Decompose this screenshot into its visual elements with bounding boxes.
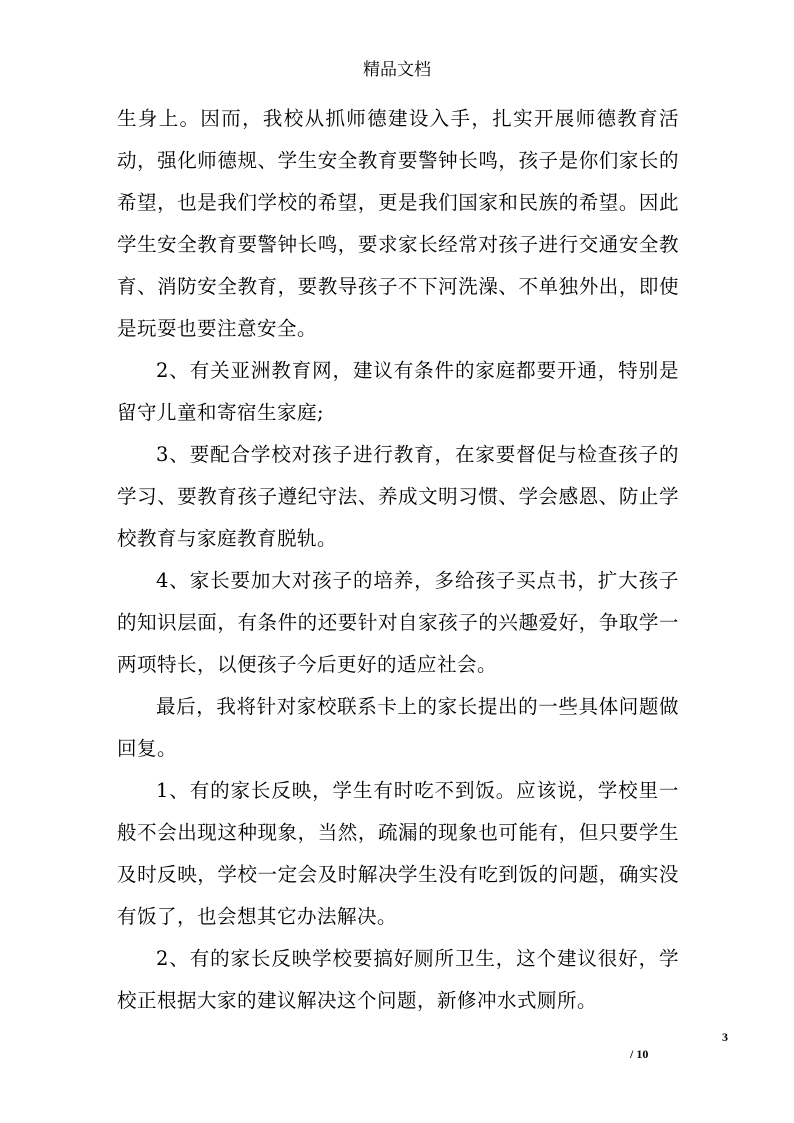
paragraph-item-3-cooperate: 3、要配合学校对孩子进行教育，在家要督促与检查孩子的学习、要教育孩子遵纪守法、养成文明习惯、学会感恩、防止学校教育与家庭教育脱轨。 xyxy=(117,443,679,550)
paragraph-item-4-cultivate: 4、家长要加大对孩子的培养，多给孩子买点书，扩大孩子的知识层面，有条件的还要针对自家孩子的兴趣爱好，争取学一两项特长，以便孩子今后更好的适应社会。 xyxy=(117,569,679,676)
page-number: 3 xyxy=(722,1030,728,1044)
paragraph-continuation: 生身上。因而，我校从抓师德建设入手，扎实开展师德教育活动，强化师德规、学生安全教育要警钟长鸣，孩子是你们家长的希望，也是我们学校的希望，更是我们国家和民族的希望。因此学生安全教育要警钟长鸣，要求家长经常对孩子进行交通安全教育、消防安全教育，要教导孩子不下河洗澡、不单独外出，即使是玩耍也要注意安全。 xyxy=(117,107,679,340)
page-header: 精品文档 xyxy=(363,60,431,80)
paragraph-item-2-network: 2、有关亚洲教育网，建议有条件的家庭都要开通，特别是留守儿童和寄宿生家庭; xyxy=(117,359,679,424)
document-body xyxy=(117,98,679,1022)
page-total: / 10 xyxy=(630,1047,649,1061)
paragraph-finally: 最后，我将针对家校联系卡上的家长提出的一些具体问题做回复。 xyxy=(117,695,679,760)
paragraph-reply-2-toilets: 2、有的家长反映学校要搞好厕所卫生，这个建议很好，学校正根据大家的建议解决这个问题，新修冲水式厕所。 xyxy=(117,947,679,1012)
paragraph-reply-1-meals: 1、有的家长反映，学生有时吃不到饭。应该说，学校里一般不会出现这种现象，当然，疏漏的现象也可能有，但只要学生及时反映，学校一定会及时解决学生没有吃到饭的问题，确实没有饭了，也会想其它办法解决。 xyxy=(117,779,679,928)
